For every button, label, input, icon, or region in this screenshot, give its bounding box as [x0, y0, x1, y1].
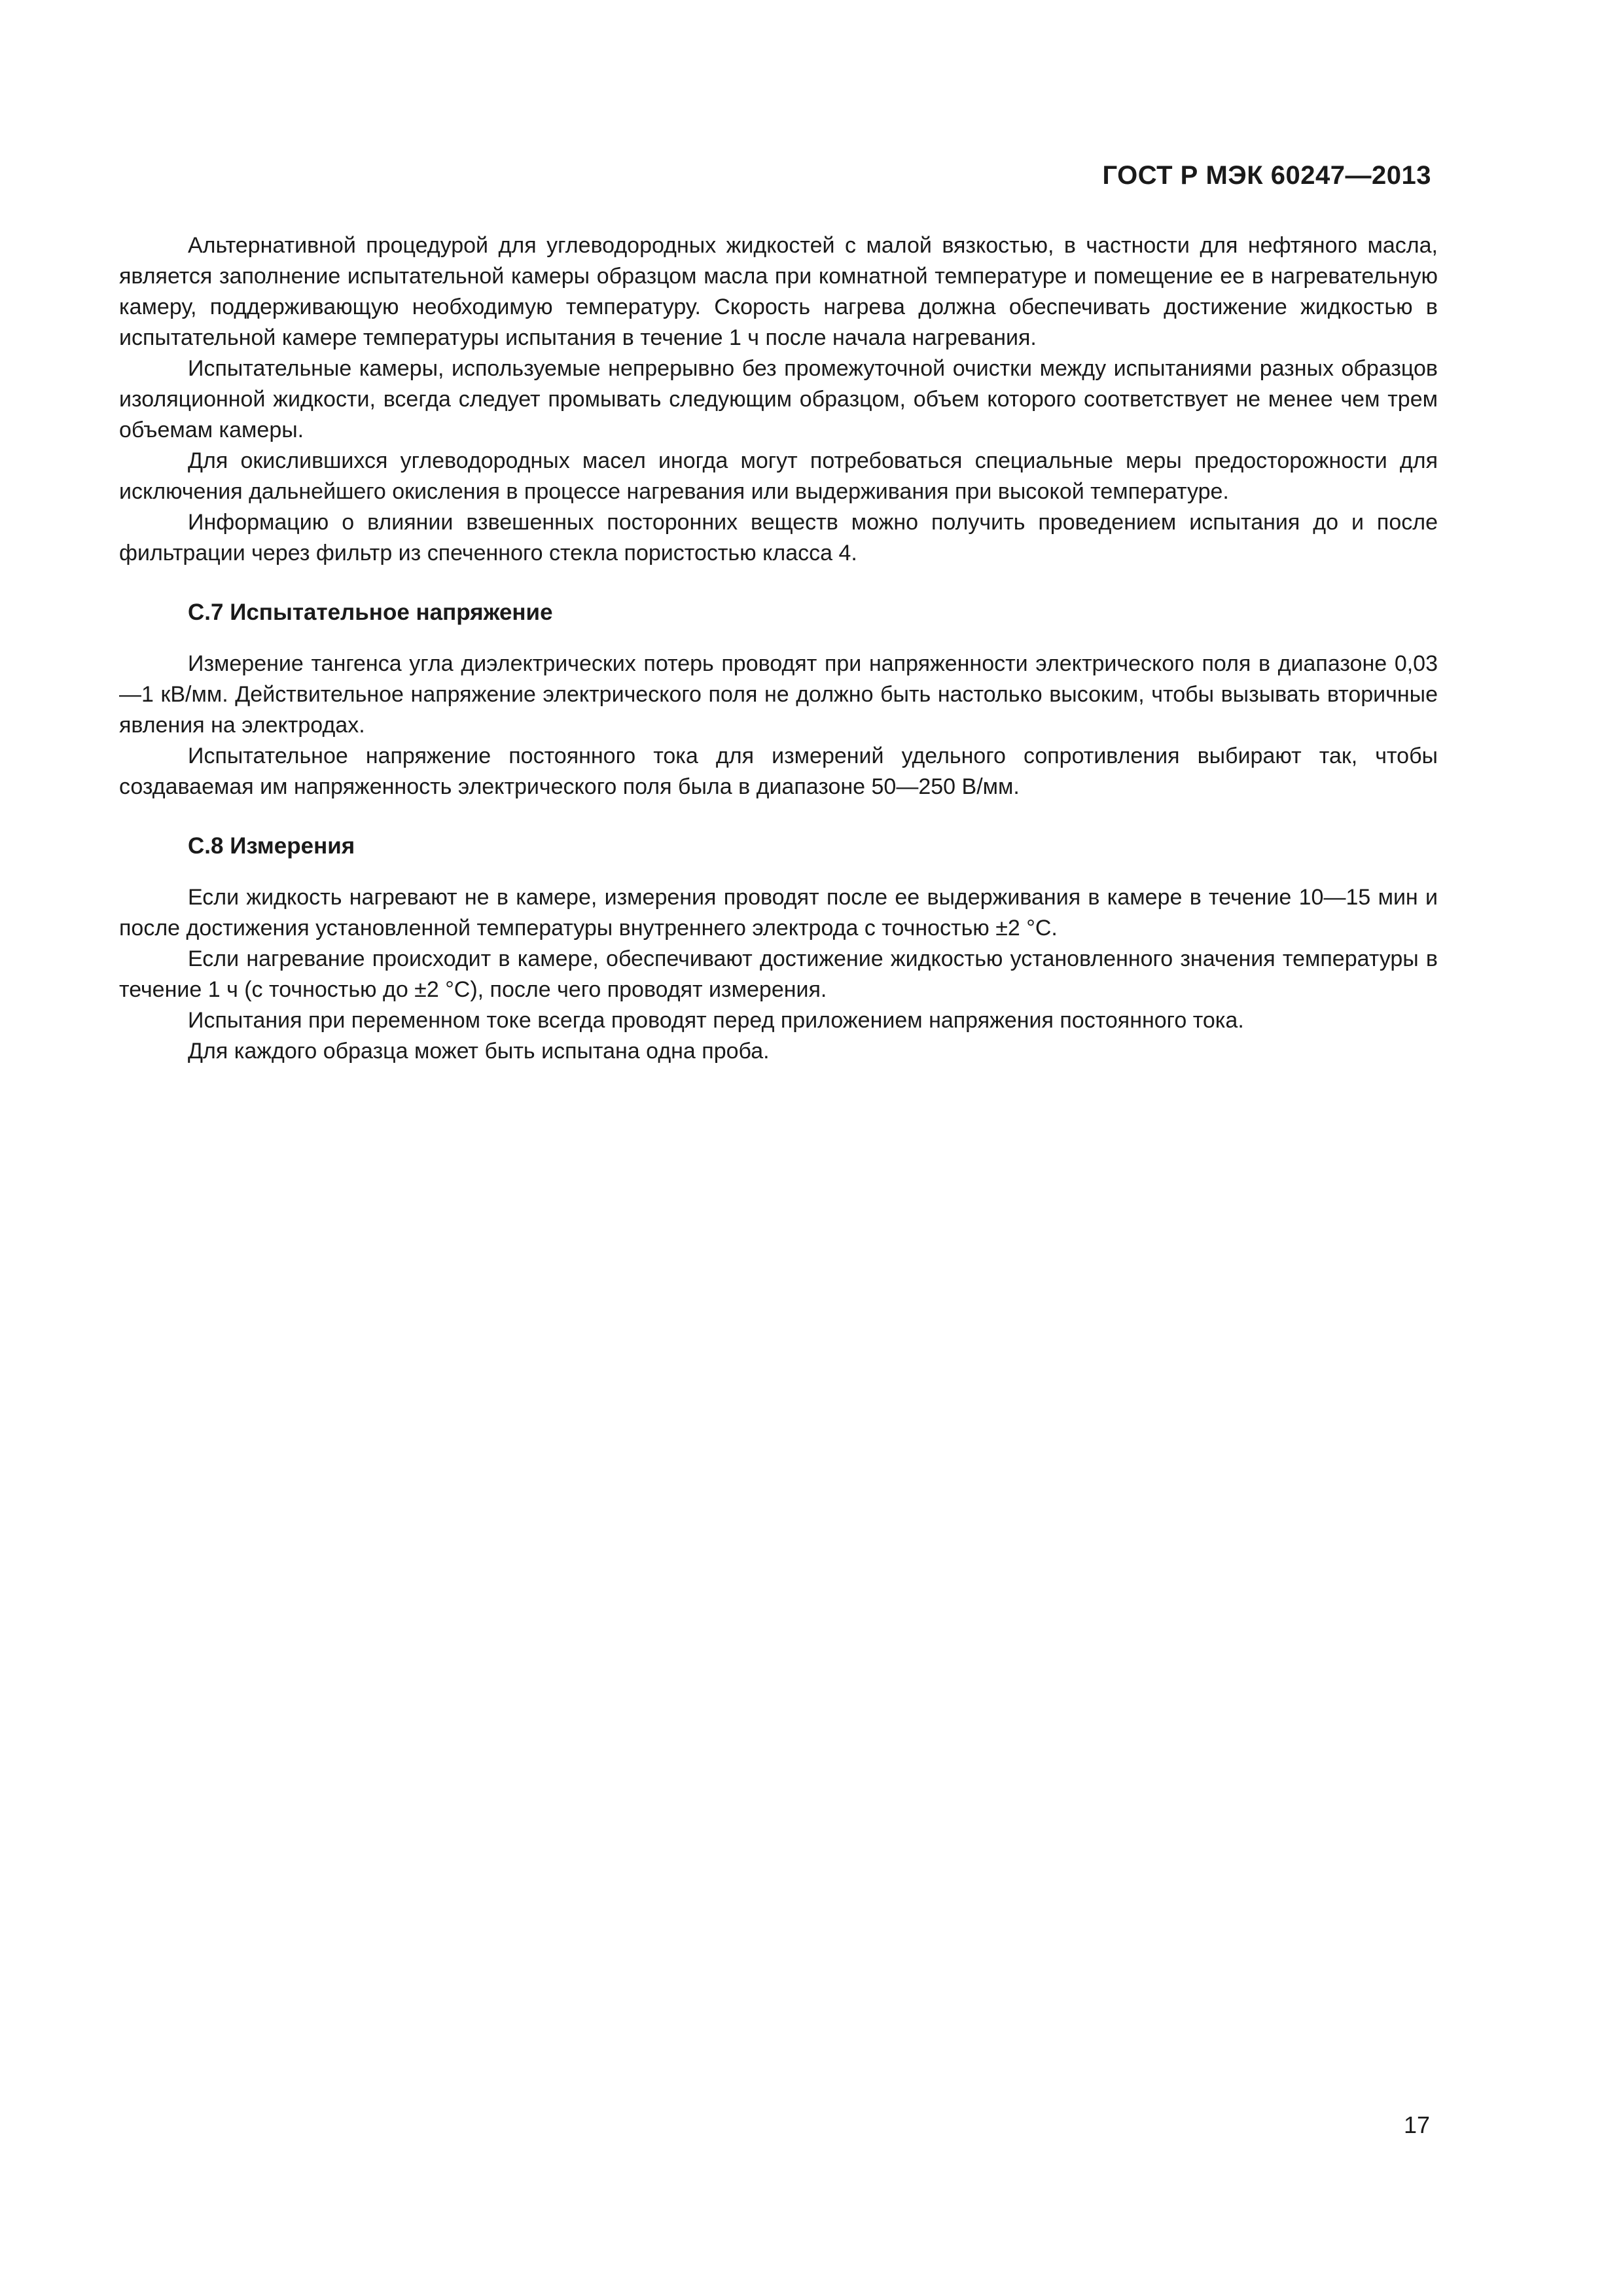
- paragraph-oxidized-oils: Для окислившихся углеводородных масел иногда могут потребоваться специальные меры предосторожности для исключения дальнейшего окисления в процессе нагревания или выдерживания при высокой температуре.: [119, 448, 1438, 504]
- page-number: 17: [1403, 2111, 1430, 2138]
- paragraph-c8-heating-inside: Если нагревание происходит в камере, обеспечивают достижение жидкостью установленного значения температуры в течение 1 ч (с точностью до ±2 °С), после чего проводят измерения.: [119, 946, 1438, 1002]
- document-body: [119, 230, 1438, 1067]
- paragraph-alternative-procedure: Альтернативной процедурой для углеводородных жидкостей с малой вязкостью, в частности для нефтяного масла, является заполнение испытательной камеры образцом масла при комнатной температуре и помещение ее в нагревательную камеру, поддерживающую необходимую температуру. Скорость нагрева должна обеспечивать достижение жидкостью в испытательной камере температуры испытания в течение 1 ч после начала нагревания.: [119, 233, 1438, 350]
- paragraph-c7-field-strength: Измерение тангенса угла диэлектрических потерь проводят при напряженности электрического поля в диапазоне 0,03—1 кВ/мм. Действительное напряжение электрического поля не должно быть настолько высоким, чтобы вызывать вторичные явления на электродах.: [119, 651, 1438, 738]
- document-code-header: ГОСТ Р МЭК 60247—2013: [1102, 161, 1431, 190]
- paragraph-test-chambers-rinsing: Испытательные камеры, используемые непрерывно без промежуточной очистки между испытаниями разных образцов изоляционной жидкости, всегда следует промывать следующим образцом, объем которого соответствует не менее чем трем объемам камеры.: [119, 356, 1438, 442]
- paragraph-suspended-substances: Информацию о влиянии взвешенных посторонних веществ можно получить проведением испытания до и после фильтрации через фильтр из спеченного стекла пористостью класса 4.: [119, 510, 1438, 565]
- paragraph-c8-one-sample: Для каждого образца может быть испытана одна проба.: [188, 1039, 770, 1064]
- paragraph-c7-dc-voltage: Испытательное напряжение постоянного тока для измерений удельного сопротивления выбирают так, чтобы создаваемая им напряженность электрического поля была в диапазоне 50—250 В/мм.: [119, 744, 1438, 799]
- section-heading-c7: С.7 Испытательное напряжение: [188, 600, 553, 625]
- paragraph-c8-heating-outside: Если жидкость нагревают не в камере, измерения проводят после ее выдерживания в камере в течение 10—15 мин и после достижения установленной температуры внутреннего электрода с точностью ±2 °С.: [119, 885, 1438, 941]
- section-heading-c8: С.8 Измерения: [188, 833, 355, 859]
- paragraph-c8-ac-before-dc: Испытания при переменном токе всегда проводят перед приложением напряжения постоянного тока.: [188, 1008, 1244, 1033]
